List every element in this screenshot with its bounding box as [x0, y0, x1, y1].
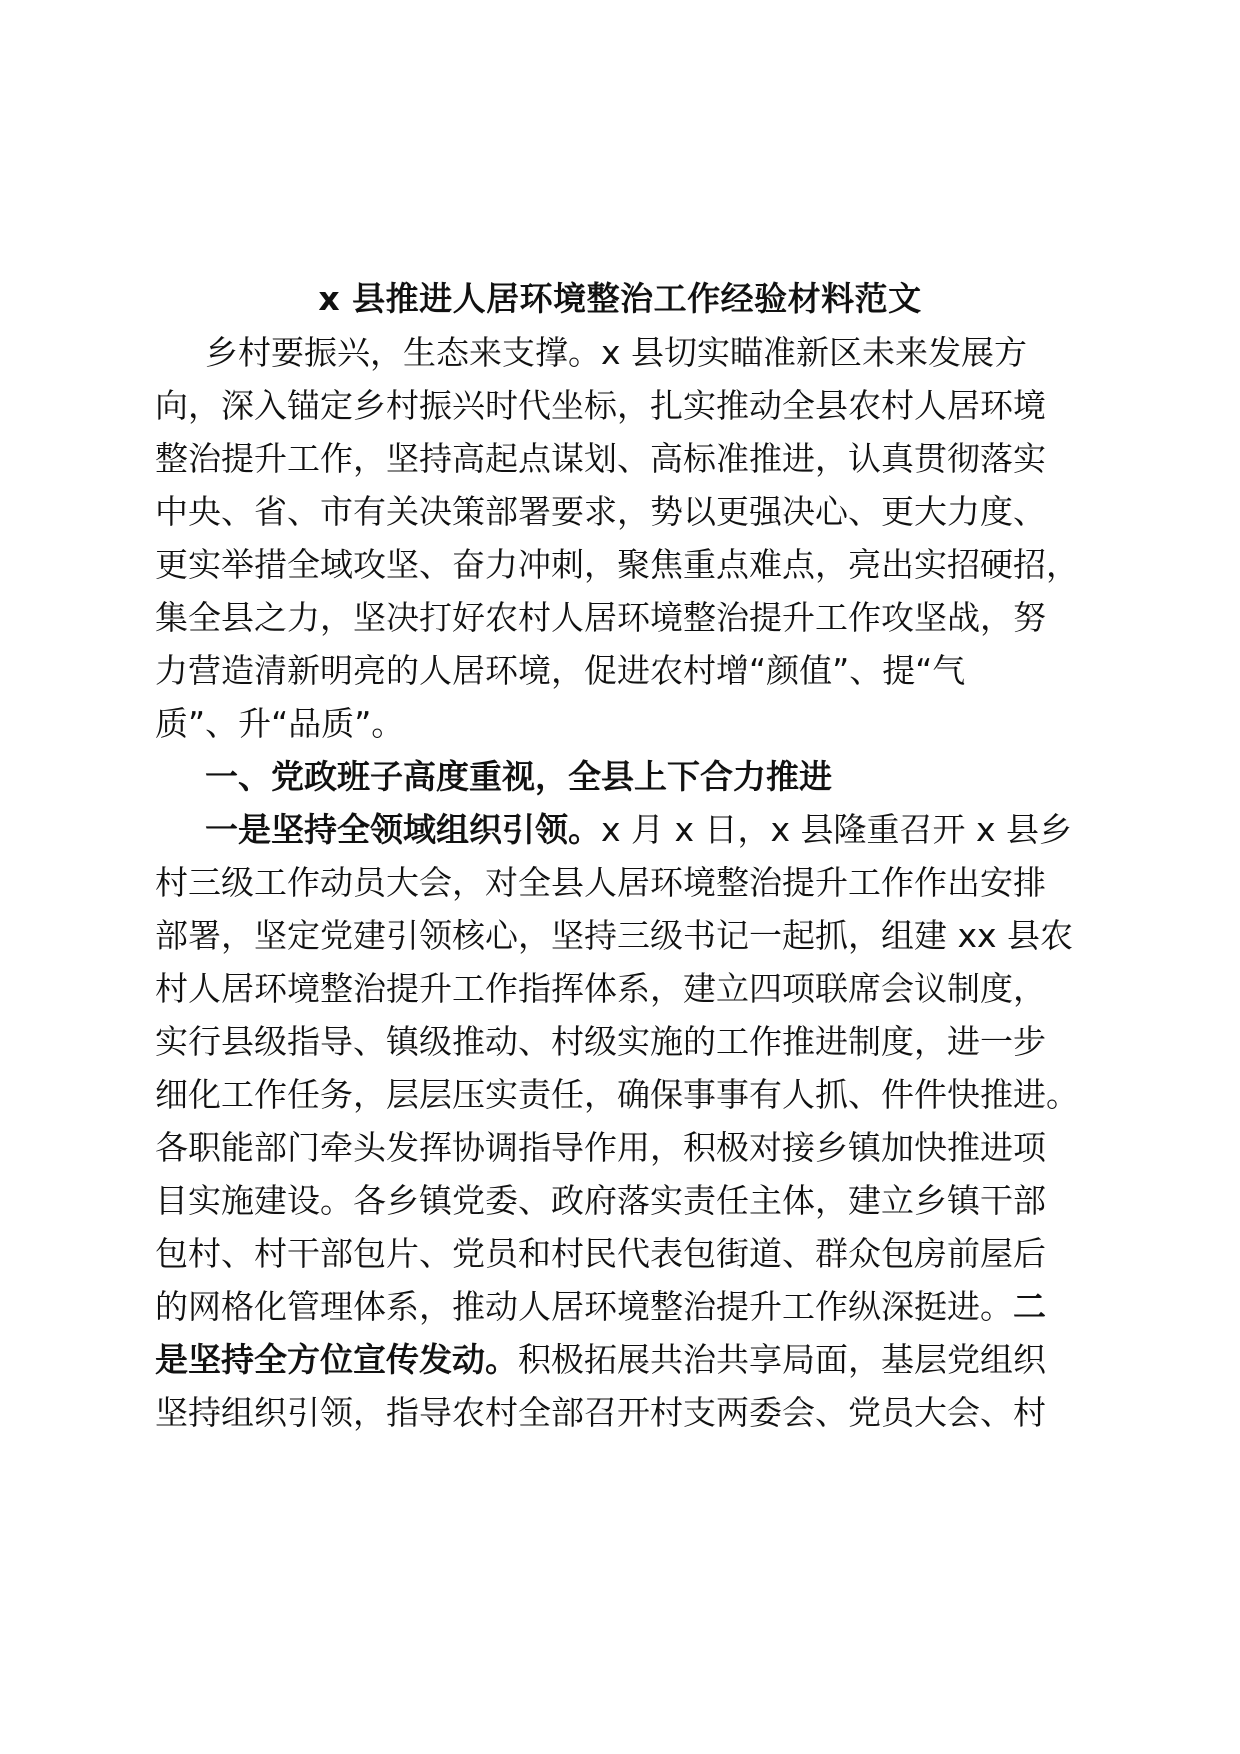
paragraph-line: 坚持组织引领，指导农村全部召开村支两委会、党员大会、村: [155, 1393, 1046, 1432]
paragraph-line: 村三级工作动员大会，对全县人居环境整治提升工作作出安排: [155, 863, 1046, 902]
paragraph-text: 积极拓展共治共享局面，基层党组织: [518, 1340, 1046, 1379]
paragraph-line: 更实举措全域攻坚、奋力冲刺，聚焦重点难点，亮出实招硬招，: [155, 545, 1079, 584]
paragraph-line: 质”、升“品质”。: [155, 704, 405, 743]
paragraph-line: 村人居环境整治提升工作指挥体系，建立四项联席会议制度，: [155, 969, 1046, 1008]
paragraph-line: 向，深入锚定乡村振兴时代坐标，扎实推动全县农村人居环境: [155, 386, 1046, 425]
paragraph-line: 各职能部门牵头发挥协调指导作用，积极对接乡镇加快推进项: [155, 1128, 1046, 1167]
point-heading: 一是坚持全领域组织引领。: [205, 810, 601, 849]
paragraph-line: 包村、村干部包片、党员和村民代表包街道、群众包房前屋后: [155, 1234, 1046, 1273]
section-heading: 一、党政班子高度重视，全县上下合力推进: [205, 757, 832, 796]
paragraph-line: 部署，坚定党建引领核心，坚持三级书记一起抓，组建 xx 县农: [155, 916, 1074, 955]
paragraph-text: x 月 x 日，x 县隆重召开 x 县乡: [601, 810, 1073, 849]
paragraph-line: 集全县之力，坚决打好农村人居环境整治提升工作攻坚战，努: [155, 598, 1046, 637]
paragraph-line: [155, 1278, 1046, 1336]
document-title: x 县推进人居环境整治工作经验材料范文: [318, 279, 922, 318]
paragraph-line: [205, 801, 1072, 859]
paragraph-line: 细化工作任务，层层压实责任，确保事事有人抓、件件快推进。: [155, 1075, 1079, 1114]
paragraph-line: 中央、省、市有关决策部署要求，势以更强决心、更大力度、: [155, 492, 1046, 531]
paragraph-line: 乡村要振兴，生态来支撑。x 县切实瞄准新区未来发展方: [205, 333, 1028, 372]
point-heading: 二: [1013, 1287, 1046, 1326]
paragraph-line: 整治提升工作，坚持高起点谋划、高标准推进，认真贯彻落实: [155, 439, 1046, 478]
paragraph-line: [155, 1331, 1046, 1389]
paragraph-line: 力营造清新明亮的人居环境，促进农村增“颜值”、提“气: [155, 651, 966, 690]
paragraph-text: 的网格化管理体系，推动人居环境整治提升工作纵深挺进。: [155, 1287, 1013, 1326]
paragraph-line: 实行县级指导、镇级推动、村级实施的工作推进制度，进一步: [155, 1022, 1046, 1061]
paragraph-line: 目实施建设。各乡镇党委、政府落实责任主体，建立乡镇干部: [155, 1181, 1046, 1220]
point-heading: 是坚持全方位宣传发动。: [155, 1340, 518, 1379]
